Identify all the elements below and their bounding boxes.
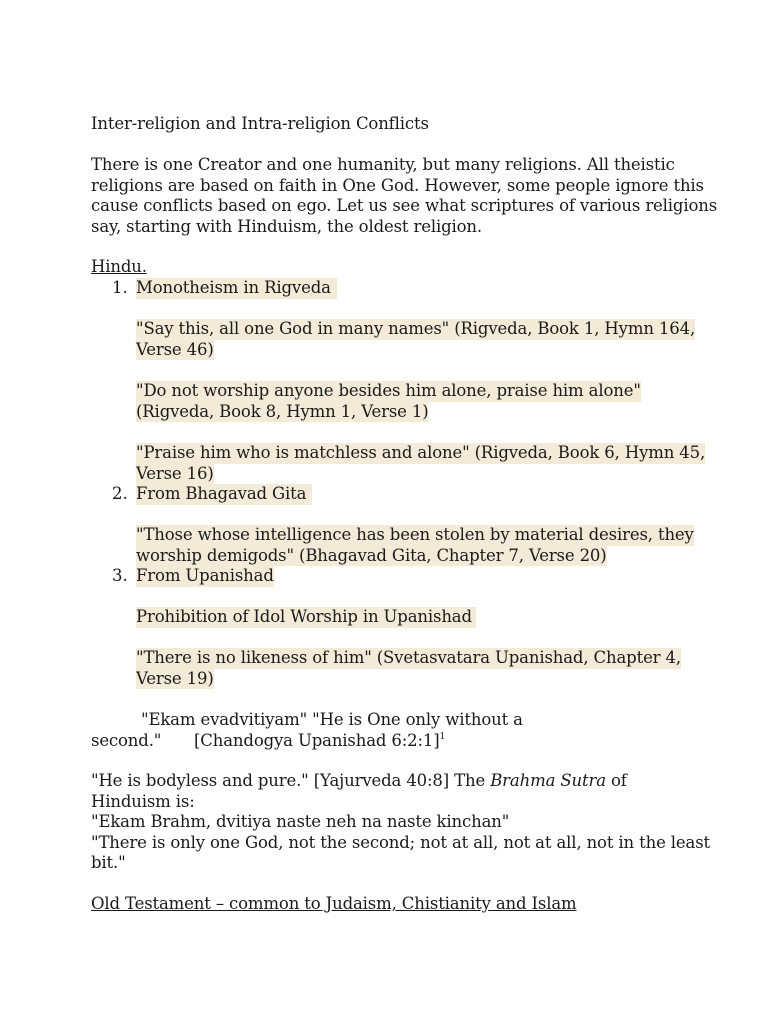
- quote-line: "Say this, all one God in many names" (Rigveda, Book 1, Hymn 164,: [136, 319, 696, 338]
- footnote-marker[interactable]: 1: [439, 731, 446, 742]
- document-title: Inter-religion and Intra-religion Conflicts: [91, 114, 429, 133]
- brahma-sutra-title: Brahma Sutra: [490, 771, 606, 790]
- list-item-subheading: Prohibition of Idol Worship in Upanishad: [136, 607, 476, 628]
- translation-line: "There is only one God, not the second; not at all, not at all, not in the least: [91, 832, 711, 852]
- quote-line: Verse 16): [136, 463, 214, 483]
- list-number: 3.: [112, 566, 128, 585]
- list-item-heading: From Upanishad: [136, 566, 274, 585]
- quote-line: "Those whose intelligence has been stolen by material desires, they: [136, 525, 694, 544]
- intro-line: say, starting with Hinduism, the oldest religion.: [91, 216, 483, 236]
- intro-line: religions are based on faith in One God. However, some people ignore this: [91, 175, 704, 195]
- list-number: 2.: [112, 484, 128, 503]
- quote-line: worship demigods" (Bhagavad Gita, Chapter 7, Verse 20): [136, 545, 607, 565]
- brahm-quote: "Ekam Brahm, dvitiya naste neh na naste kinchan": [91, 812, 510, 831]
- ekam-citation: [194, 731, 445, 752]
- hindu-heading: Hindu.: [91, 257, 147, 276]
- quote-line: "Do not worship anyone besides him alone, praise him alone": [136, 381, 641, 400]
- list-item-heading: From Bhagavad Gita: [136, 484, 312, 505]
- list-item-heading: Monotheism in Rigveda: [136, 278, 337, 299]
- quote-line: Verse 46): [136, 339, 214, 359]
- translation-line: bit.": [91, 853, 126, 872]
- yajurveda-line: [91, 771, 627, 792]
- yajurveda-text-end: of: [605, 771, 627, 790]
- old-testament-heading: Old Testament – common to Judaism, Chistianity and Islam: [91, 894, 577, 913]
- quote-line: (Rigveda, Book 8, Hymn 1, Verse 1): [136, 401, 429, 421]
- list-number: 1.: [112, 278, 128, 297]
- quote-line: "There is no likeness of him" (Svetasvatara Upanishad, Chapter 4,: [136, 648, 681, 667]
- ekam-line-second: second.": [91, 730, 162, 750]
- ekam-line: "Ekam evadvitiyam" "He is One only without a: [141, 710, 523, 729]
- intro-line: There is one Creator and one humanity, but many religions. All theistic: [91, 155, 675, 174]
- ekam-citation-text: [Chandogya Upanishad 6:2:1]: [194, 730, 440, 750]
- quote-line: "Praise him who is matchless and alone" (Rigveda, Book 6, Hymn 45,: [136, 443, 706, 462]
- hinduism-is-line: Hinduism is:: [91, 791, 195, 811]
- intro-line: cause conflicts based on ego. Let us see what scriptures of various religions: [91, 196, 718, 215]
- yajurveda-text: "He is bodyless and pure." [Yajurveda 40:8] The: [91, 771, 491, 790]
- quote-line: Verse 19): [136, 668, 214, 688]
